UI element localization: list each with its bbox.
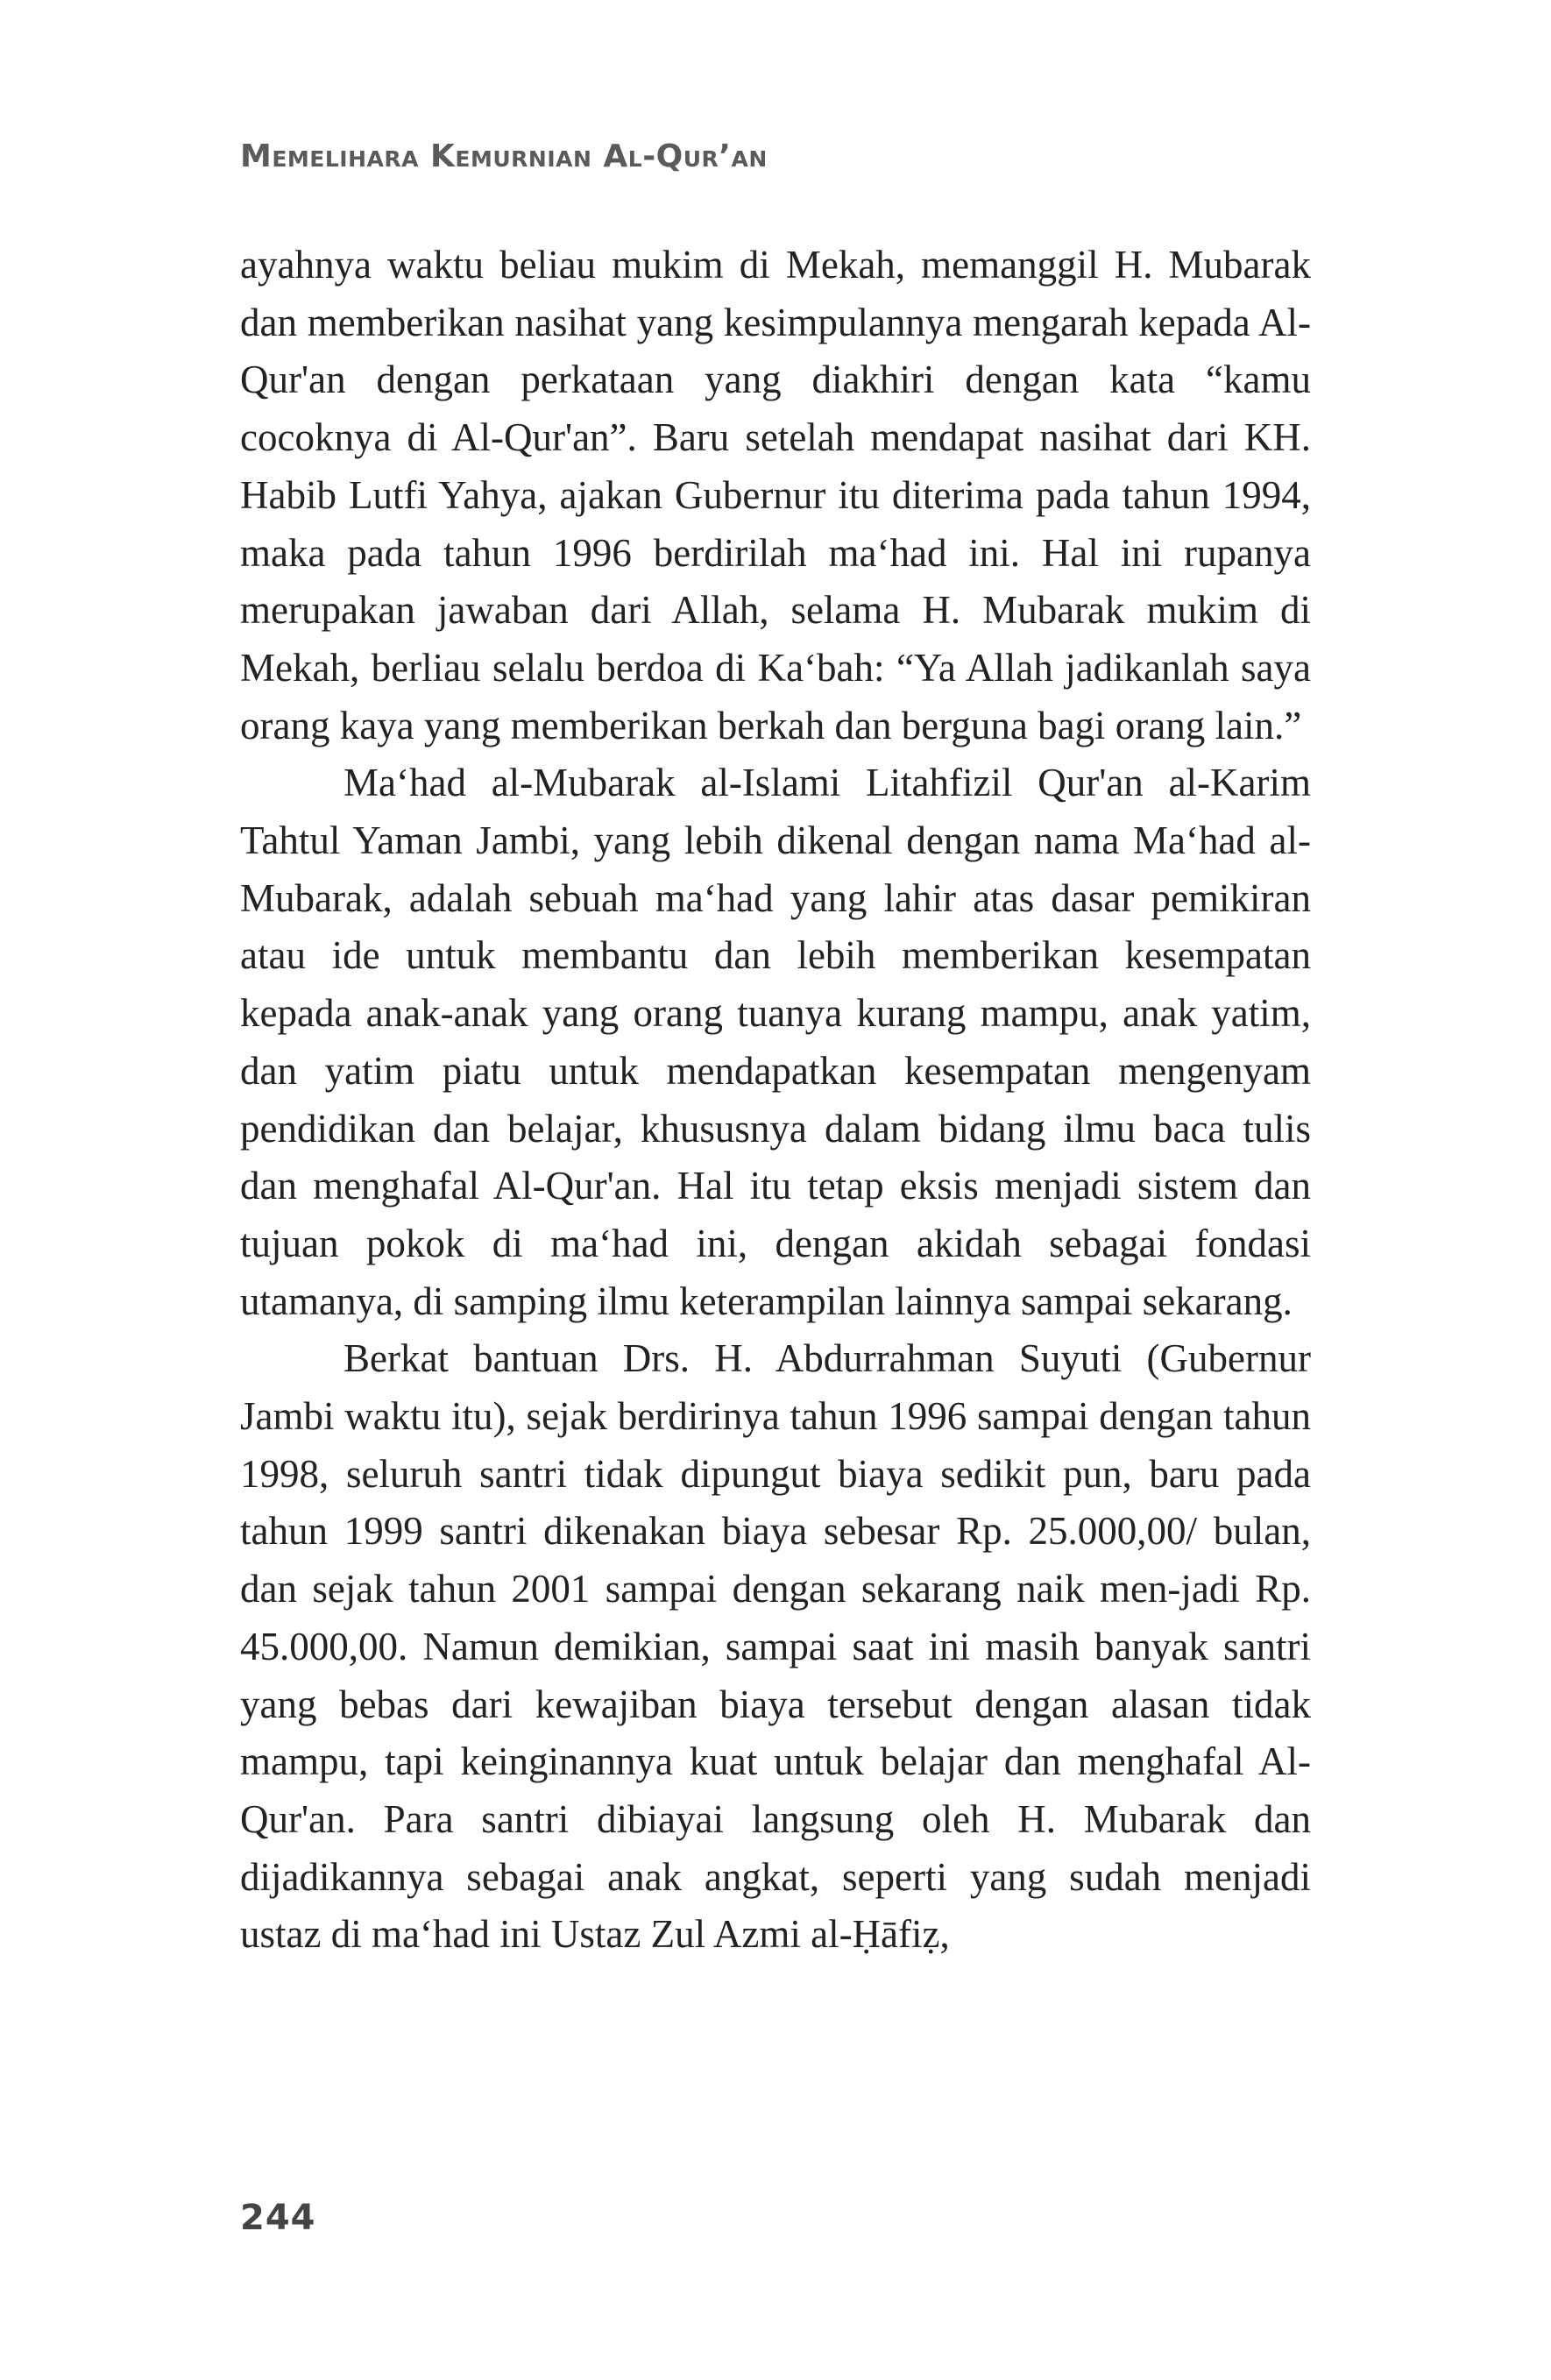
- paragraph-3: Berkat bantuan Drs. H. Abdurrahman Suyuti (Gubernur Jambi waktu itu), sejak berdirinya tahun 1996 sampai dengan tahun 1998, seluruh santri tidak dipungut biaya sedikit pun, baru pada tahun 1999 santri dikenakan biaya sebesar Rp. 25.000,00/ bulan, dan sejak tahun 2001 sampai dengan sekarang naik men-jadi Rp. 45.000,00. Namun demikian, sampai saat ini masih banyak santri yang bebas dari kewajiban biaya tersebut dengan alasan tidak mampu, tapi keinginannya kuat untuk belajar dan menghafal Al-Qur'an. Para santri dibiayai langsung oleh H. Mubarak dan dijadikannya sebagai anak angkat, seperti yang sudah menjadi ustaz di ma‘had ini Ustaz Zul Azmi al-Ḥāfiẓ,: [240, 1336, 1311, 1957]
- running-header-title: Memelihara Kemurnian Al-Qur’an: [240, 138, 768, 174]
- page-number: 244: [240, 2198, 316, 2238]
- paragraph-1: ayahnya waktu beliau mukim di Mekah, memanggil H. Mubarak dan memberikan nasihat yang kesimpulannya mengarah kepada Al-Qur'an dengan perkataan yang diakhiri dengan kata “kamu cocoknya di Al-Qur'an”. Baru setelah mendapat nasihat dari KH. Habib Lutfi Yahya, ajakan Gubernur itu diterima pada tahun 1994, maka pada tahun 1996 berdirilah ma‘had ini. Hal ini rupanya merupakan jawaban dari Allah, selama H. Mubarak mukim di Mekah, berliau selalu berdoa di Ka‘bah: “Ya Allah jadikanlah saya orang kaya yang memberikan berkah dan berguna bagi orang lain.”: [240, 243, 1311, 747]
- body-text: [240, 237, 1311, 1964]
- paragraph-2: Ma‘had al-Mubarak al-Islami Litahfizil Qur'an al-Karim Tahtul Yaman Jambi, yang lebih dikenal dengan nama Ma‘had al-Mubarak, adalah sebuah ma‘had yang lahir atas dasar pemikiran atau ide untuk membantu dan lebih memberikan kesempatan kepada anak-anak yang orang tuanya kurang mampu, anak yatim, dan yatim piatu untuk mendapatkan kesempatan mengenyam pendidikan dan belajar, khususnya dalam bidang ilmu baca tulis dan menghafal Al-Qur'an. Hal itu tetap eksis menjadi sistem dan tujuan pokok di ma‘had ini, dengan akidah sebagai fondasi utamanya, di samping ilmu keterampilan lainnya sampai sekarang.: [240, 761, 1311, 1323]
